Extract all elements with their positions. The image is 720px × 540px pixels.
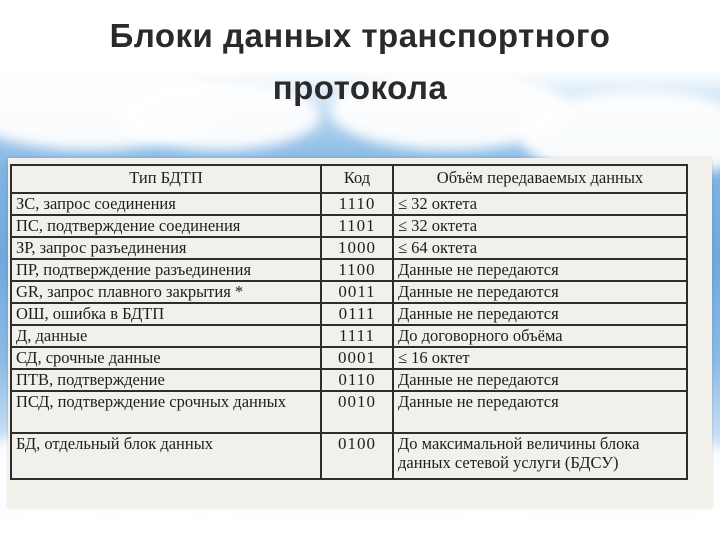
cell-code: 0011 bbox=[321, 281, 393, 303]
table-row bbox=[11, 433, 687, 479]
cell-volume: ≤ 32 октета bbox=[393, 215, 687, 237]
cell-code: 0010 bbox=[321, 391, 393, 433]
cell-volume: ≤ 64 октета bbox=[393, 237, 687, 259]
cell-type: ОШ, ошибка в БДТП bbox=[11, 303, 321, 325]
tpdu-table bbox=[10, 164, 688, 480]
table-row bbox=[11, 281, 687, 303]
cell-volume: Данные не передаются bbox=[393, 281, 687, 303]
cell-type: ЗС, запрос соединения bbox=[11, 193, 321, 215]
cell-type: ПСД, подтверждение срочных данных bbox=[11, 391, 321, 433]
cell-type: ПТВ, подтверждение bbox=[11, 369, 321, 391]
cell-type: Д, данные bbox=[11, 325, 321, 347]
table-row bbox=[11, 303, 687, 325]
slide-title bbox=[0, 10, 720, 114]
cell-code: 0001 bbox=[321, 347, 393, 369]
cell-code: 0111 bbox=[321, 303, 393, 325]
table-row bbox=[11, 237, 687, 259]
table-row bbox=[11, 347, 687, 369]
cell-volume: ≤ 16 октет bbox=[393, 347, 687, 369]
cell-volume: Данные не передаются bbox=[393, 259, 687, 281]
cell-type: БД, отдельный блок данных bbox=[11, 433, 321, 479]
title-line-2: протокола bbox=[272, 69, 448, 106]
cell-type: ЗР, запрос разъединения bbox=[11, 237, 321, 259]
table-row bbox=[11, 193, 687, 215]
cell-type: GR, запрос плавного закрытия * bbox=[11, 281, 321, 303]
cell-code: 1110 bbox=[321, 193, 393, 215]
cell-volume: Данные не передаются bbox=[393, 369, 687, 391]
header-type: Тип БДТП bbox=[11, 165, 321, 193]
header-volume: Объём передаваемых данных bbox=[393, 165, 687, 193]
cell-code: 0110 bbox=[321, 369, 393, 391]
cell-volume: До договорного объёма bbox=[393, 325, 687, 347]
table-row bbox=[11, 259, 687, 281]
cell-volume: Данные не передаются bbox=[393, 303, 687, 325]
cell-code: 1100 bbox=[321, 259, 393, 281]
cell-code: 1101 bbox=[321, 215, 393, 237]
cell-volume: ≤ 32 октета bbox=[393, 193, 687, 215]
table-row bbox=[11, 215, 687, 237]
cell-type: ПР, подтверждение разъединения bbox=[11, 259, 321, 281]
cell-type: ПС, подтверждение соединения bbox=[11, 215, 321, 237]
table-row bbox=[11, 391, 687, 433]
table-row bbox=[11, 325, 687, 347]
header-code: Код bbox=[321, 165, 393, 193]
cell-code: 1111 bbox=[321, 325, 393, 347]
title-line-1: Блоки данных транспортного bbox=[109, 17, 611, 54]
cell-volume: Данные не передаются bbox=[393, 391, 687, 433]
table-header-row bbox=[11, 165, 687, 193]
cell-type: СД, срочные данные bbox=[11, 347, 321, 369]
cell-code: 1000 bbox=[321, 237, 393, 259]
cell-code: 0100 bbox=[321, 433, 393, 479]
table-row bbox=[11, 369, 687, 391]
cell-volume: До максимальной величины блока данных сетевой услуги (БДСУ) bbox=[393, 433, 687, 479]
